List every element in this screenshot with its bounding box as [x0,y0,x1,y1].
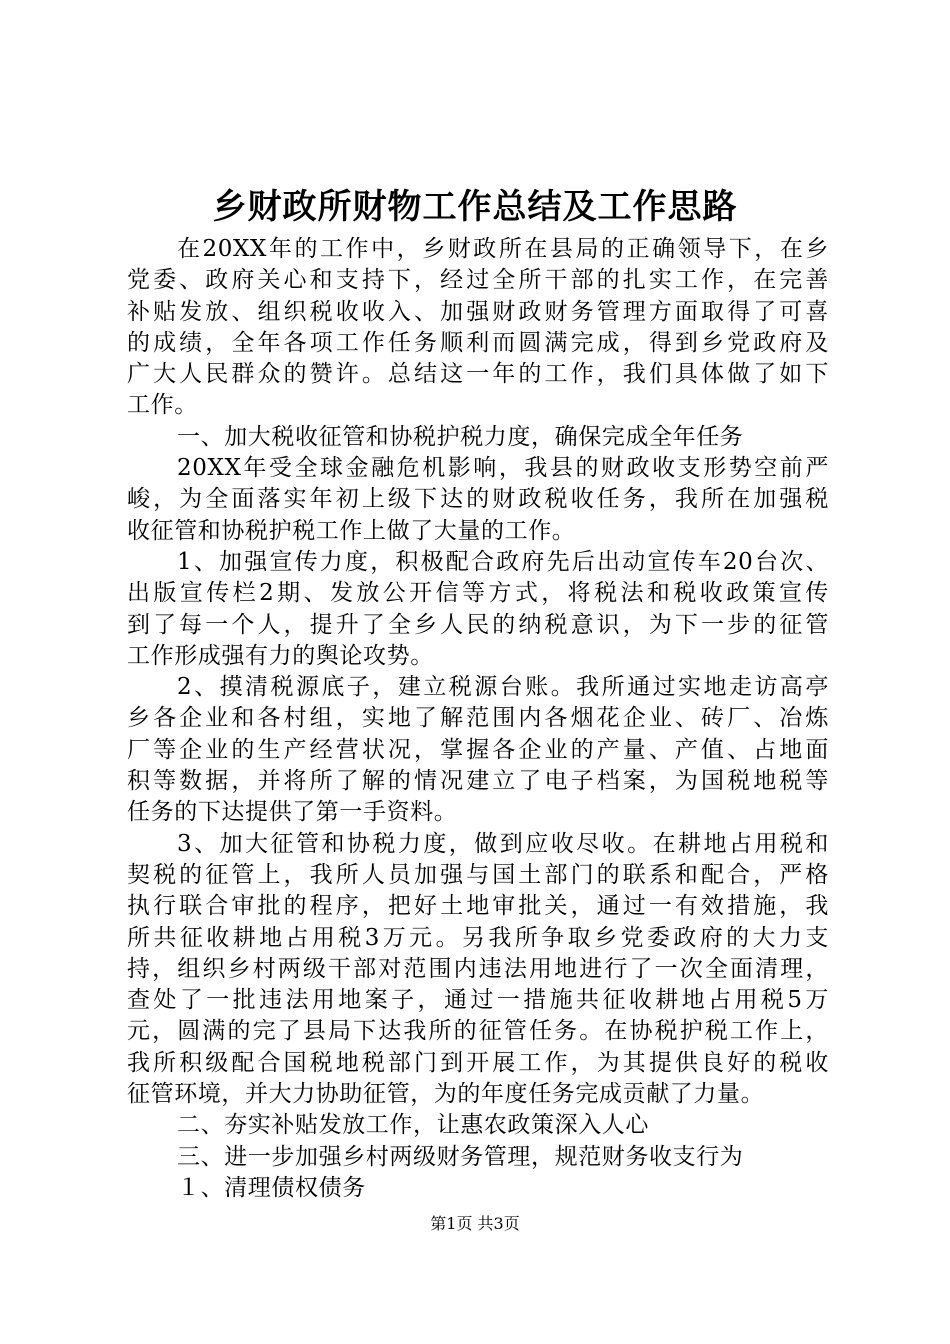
text-line: 元，圆满的完了县局下达我所的征管任务。在协税护税工作上， [127,1018,829,1045]
text-line: 执行联合审批的程序，把好土地审批关，通过一有效措施，我 [127,893,829,920]
text-line: 峻，为全面落实年初上级下达的财政税收任务，我所在加强税 [127,486,829,513]
text-line: 20XX年受全球金融危机影响，我县的财政收支形势空前严 [177,455,829,482]
text-line: 党委、政府关心和支持下，经过全所干部的扎实工作，在完善 [127,267,829,294]
text-line: 收征管和协税护税工作上做了大量的工作。 [127,517,576,544]
text-line: 1、加强宣传力度，积极配合政府先后出动宣传车20台次、 [177,548,829,575]
text-line: 乡各企业和各村组，实地了解范围内各烟花企业、砖厂、冶炼 [127,705,829,732]
text-line: 征管环境，并大力协助征管，为的年度任务完成贡献了力量。 [127,1081,765,1108]
text-line: 工作。 [127,392,198,419]
text-line: 契税的征管上，我所人员加强与国土部门的联系和配合，严格 [127,861,829,888]
text-line: 我所积级配合国税地税部门到开展工作，为其提供良好的税收 [127,1049,829,1076]
text-line: 到了每一个人，提升了全乡人民的纳税意识，为下一步的征管 [127,611,829,638]
text-line: 任务的下达提供了第一手资料。 [127,799,458,826]
text-line: 补贴发放、组织税收收入、加强财政财务管理方面取得了可喜 [127,298,829,325]
text-line: 3、加大征管和协税力度，做到应收尽收。在耕地占用税和 [177,830,829,857]
text-line: 一、加大税收征管和协税护税力度，确保完成全年任务 [177,423,744,450]
document-title: 乡财政所财物工作总结及工作思路 [212,187,738,227]
text-line: １、清理债权债务 [177,1174,366,1201]
text-line: 工作形成强有力的舆论攻势。 [127,642,434,669]
text-line: 三、进一步加强乡村两级财务管理，规范财务收支行为 [177,1143,744,1170]
text-line: 持，组织乡村两级干部对范围内违法用地进行了一次全面清理， [127,955,829,982]
text-line: 的成绩，全年各项工作任务顺利而圆满完成，得到乡党政府及 [127,329,829,356]
text-line: 出版宣传栏2期、发放公开信等方式，将税法和税收政策宣传 [127,580,829,607]
text-line: 所共征收耕地占用税3万元。另我所争取乡党委政府的大力支 [127,924,829,951]
text-line: 广大人民群众的赞许。总结这一年的工作，我们具体做了如下 [127,361,829,388]
document-body [127,234,829,1204]
text-line: 积等数据，并将所了解的情况建立了电子档案，为国税地税等 [127,768,829,795]
text-line: 查处了一批违法用地案子，通过一措施共征收耕地占用税5万 [127,987,829,1014]
text-line: 厂等企业的生产经营状况，掌握各企业的产量、产值、占地面 [127,736,829,763]
text-line: 二、夯实补贴发放工作，让惠农政策深入人心 [177,1112,649,1139]
text-line: 在20XX年的工作中，乡财政所在县局的正确领导下，在乡 [177,236,829,262]
page-footer: 第1页 共3页 [430,1214,520,1233]
text-line: 2、摸清税源底子，建立税源台账。我所通过实地走访高亭 [177,674,829,701]
